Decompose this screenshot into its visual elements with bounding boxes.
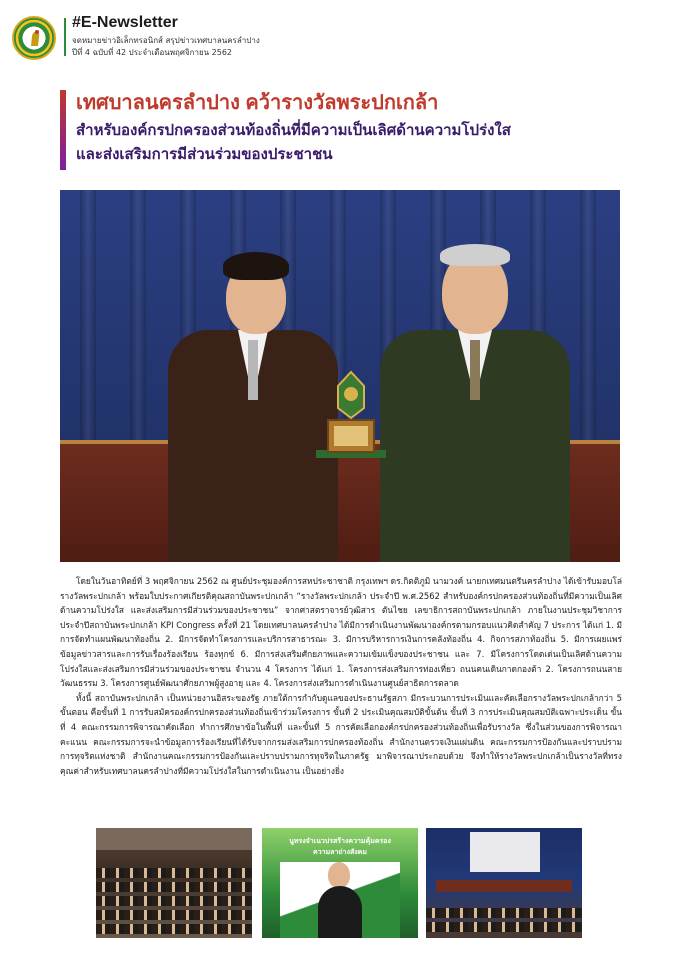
headline-subtitle-line1: สำหรับองค์กรปกครองส่วนท้องถิ่นที่มีความเป็นเลิศด้านความโปร่งใส: [76, 122, 511, 139]
article-paragraph: ทั้งนี้ สถาบันพระปกเกล้า เป็นหน่วยงานอิสระของรัฐ ภายใต้การกำกับดูแลของประธานรัฐสภา มีกระบวนการประเมินและคัดเลือกรางวัลพระปกเกล้ากว่า 5 ขั้นตอน คือขั้นที่ 1 การรับสมัครองค์กรปกครองส่วนท้องถิ่นเข้าร่วมโครงการ ขั้นที่ 2 ประเมินคุณสมบัติขั้นต้น ขั้นที่ 3 การประเมินคุณสมบัติเฉพาะประเด็น ขั้นที่ 4 คณะกรรมการพิจารณาคัดเลือก ทำการศึกษาข้อในพื้นที่ และขั้นที่ 5 การคัดเลือกองค์กรปกครองส่วนท้องถิ่นเพื่อรับรางวัล ซึ่งในส่วนของการพิจารณาคะแนน คณะกรรมการจะนำข้อมูลการร้องเรียนที่ได้รับจากกรมส่งเสริมการปกครองท้องถิ่น สำนักงานตรวจเงินแผ่นดิน คณะกรรมการป้องกันและปราบปรามการทุจริตแห่งชาติ สำนักงานคณะกรรมการป้องกันและปราบปรามการทุจริตในภาครัฐ มาพิจารณาประกอบด้วย จึงทำให้รางวัลพระปกเกล้าเป็นรางวัลที่ทรงคุณค่าสำหรับเทศบาลนครลำปางที่มีความโปร่งใสในการดำเนินงาน เป็นอย่างยิ่ง: [60, 692, 622, 776]
thumbnail-stage-audience: [426, 828, 582, 938]
thumbnail-mayor-banner: [262, 828, 418, 938]
banner-text: นูทรงจำเนวปรสร้างความคุ้มครองความลาถ่างสังคม: [289, 837, 391, 856]
newsletter-issue-line: ปีที่ 4 ฉบับที่ 42 ประจำเดือนพฤศจิกายน 2562: [72, 48, 233, 57]
newsletter-subtitle: จดหมายข่าวอิเล็กทรอนิกส์ สรุปข่าวเทศบาลนครลำปาง: [72, 36, 260, 45]
rooster-icon: [28, 28, 42, 48]
article-body: [60, 574, 622, 778]
newsletter-title: #E-Newsletter: [72, 14, 178, 31]
trophy-icon: [306, 368, 396, 468]
headline-subtitle-line2: และส่งเสริมการมีส่วนร่วมของประชาชน: [76, 146, 333, 163]
award-ceremony-photo: [60, 190, 620, 562]
article-paragraph: โดยในวันอาทิตย์ที่ 3 พฤศจิกายน 2562 ณ ศูนย์ประชุมองค์การสหประชาชาติ กรุงเทพฯ ดร.กิตติภูมิ นามวงค์ นายกเทศมนตรีนครลำปาง ได้เข้ารับมอบโล่รางวัลพระปกเกล้า พร้อมใบประกาศเกียรติคุณสถาบันพระปกเกล้า “รางวัลพระปกเกล้า ประจำปี พ.ศ.2562 สำหรับองค์กรปกครองส่วนท้องถิ่นที่มีความเป็นเลิศ ด้านความโปร่งใส และส่งเสริมการมีส่วนร่วมของประชาชน” จากศาสตราจารย์วุฒิสาร ตันไชย เลขาธิการสถาบันพระปกเกล้า ภายในงานประชุมวิชาการประจำปีสถาบันพระปกเกล้า KPI Congress ครั้งที่ 21 โดยเทศบาลนครลำปาง ได้มีการดำเนินงานพัฒนาองค์กรตามกรอบแนวคิดสำคัญ 7 ประการ ได้แก่ 1. มีการจัดทำแผนพัฒนาท้องถิ่น 2. มีการจัดทำโครงการและบริการสาธารณะ 3. มีการบริหารการเงินการคลังท้องถิ่น 4. กิจการสภาท้องถิ่น 5. มีการเผยแพร่ข้อมูลข่าวสารและการรับเรื่องร้องเรียน ร้องทุกข์ 6. มีการส่งเสริมศักยภาพและความเข้มแข็งของประชาชน และ 7. มีโครงการโดดเด่นเป็นเลิศด้านความโปร่งใสและส่งเสริมการมีส่วนร่วมของประชาชน จำนวน 4 โครงการ ได้แก่ 1. โครงการส่งเสริมการท่องเที่ยว ถนนคนเดินกาดกองต้า 2. โครงการถนนสายวัฒนธรรม 3. โครงการศูนย์พัฒนาศักยภาพผู้สูงอายุ และ 4. โครงการส่งเสริมการดำเนินงานศูนย์สาธิตการตลาด: [60, 576, 622, 689]
municipality-logo-icon: [12, 16, 56, 60]
headline-accent-bar: [60, 90, 66, 170]
headline-title: เทศบาลนครลำปาง คว้ารางวัลพระปกเกล้า: [76, 92, 439, 114]
thumbnail-conference-hall: [96, 828, 252, 938]
header-divider: [64, 18, 66, 56]
newsletter-header: [0, 0, 680, 68]
